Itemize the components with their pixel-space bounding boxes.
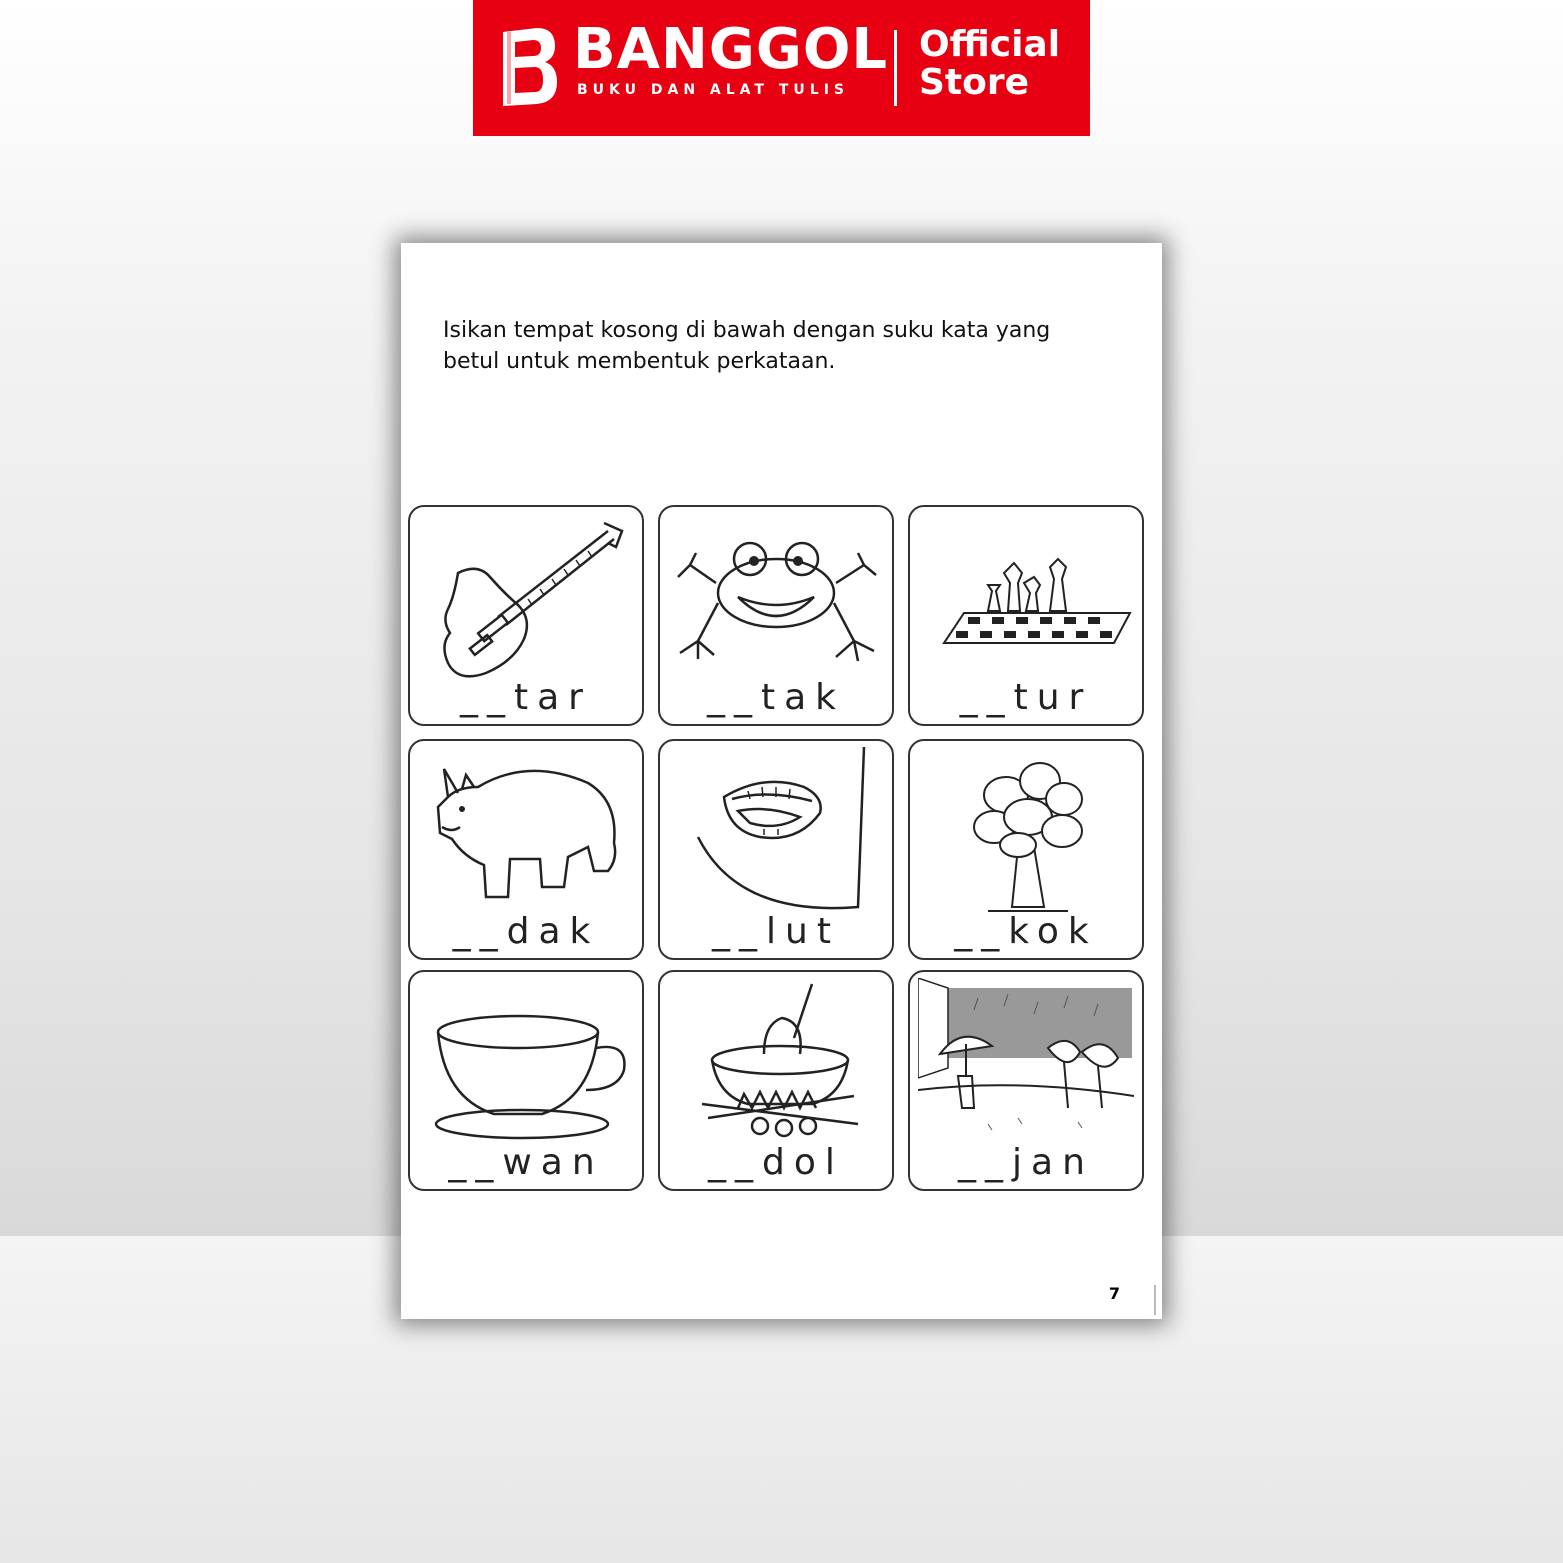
syllable-blank[interactable]: __lut [712,911,840,952]
syllable-blank[interactable]: __jan [958,1142,1094,1183]
official-store-label [919,26,1060,102]
cup-icon [418,978,634,1148]
worksheet-page [401,243,1162,1319]
exercise-card-guitar [408,505,644,726]
syllable-blank[interactable]: __tak [706,677,846,718]
exercise-card-pot [658,970,894,1191]
frog-icon [668,513,884,683]
syllable-blank[interactable]: __dak [452,911,600,952]
tree-icon [918,747,1134,917]
brand-tagline: BUKU DAN ALAT TULIS [577,82,849,98]
syllable-blank[interactable]: __wan [448,1142,604,1183]
exercise-card-rain [908,970,1144,1191]
rain-scene-icon [918,978,1134,1148]
instruction-text [443,315,1133,377]
banggol-logo-icon [497,24,561,108]
pot-icon [668,978,884,1148]
syllable-blank[interactable]: __tar [460,677,592,718]
syllable-blank[interactable]: __tur [959,677,1093,718]
instruction-line-1: Isikan tempat kosong di bawah dengan suku kata yang [443,318,1051,343]
page-number: 7 [1108,1284,1120,1303]
banner-divider [894,30,897,106]
mouth-icon [668,747,884,917]
store-line: Store [919,62,1030,103]
rhinoceros-icon [418,747,634,917]
store-banner [473,0,1090,136]
exercise-card-chess [908,505,1144,726]
exercise-card-frog [658,505,894,726]
syllable-blank[interactable]: __dol [708,1142,844,1183]
exercise-card-mouth [658,739,894,960]
exercise-card-cup [408,970,644,1191]
chess-icon [918,513,1134,683]
brand-name: BANGGOL [573,17,889,82]
syllable-blank[interactable]: __kok [954,911,1098,952]
page-edge [1154,1285,1156,1315]
official-line: Official [919,24,1061,65]
exercise-card-tree [908,739,1144,960]
guitar-icon [418,513,634,683]
exercise-card-rhino [408,739,644,960]
instruction-line-2: betul untuk membentuk perkataan. [443,349,836,374]
